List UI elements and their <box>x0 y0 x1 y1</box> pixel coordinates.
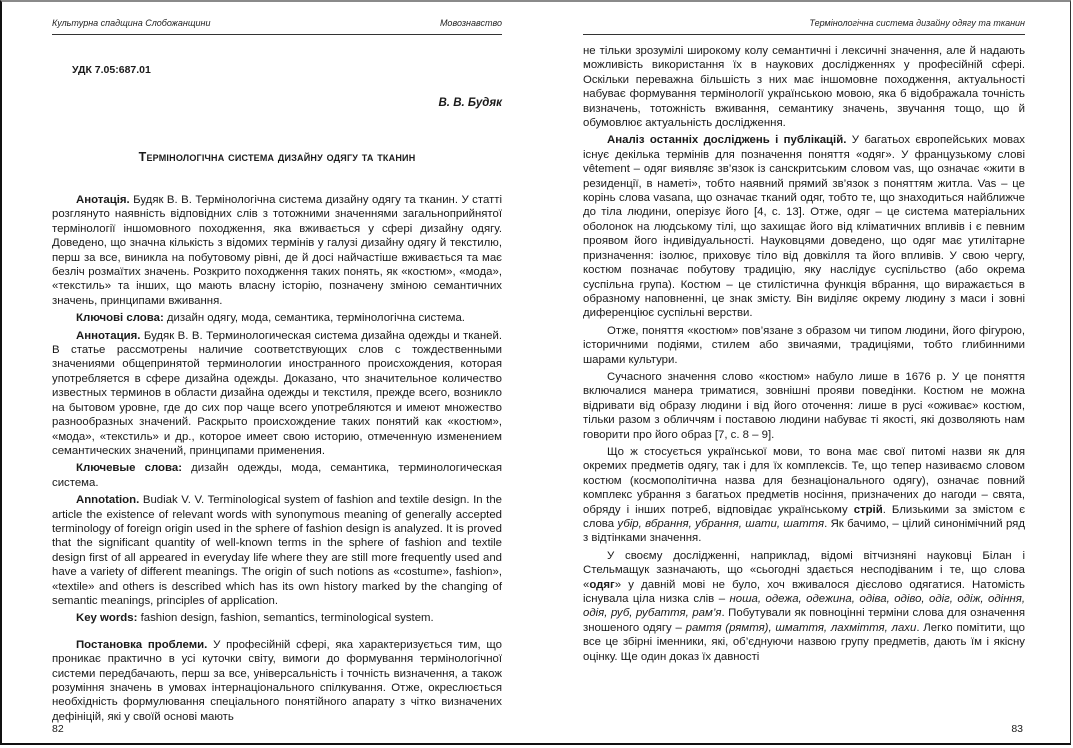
abstract-ru-label: Аннотация. <box>76 329 141 342</box>
ukr-text-b: . Близькими за змістом є слова <box>583 503 1026 530</box>
abstract-en-label: Annotation. <box>76 494 140 507</box>
keywords-ru-label: Ключевые слова: <box>76 462 182 475</box>
ukrainian-language-paragraph <box>583 445 1025 546</box>
ukr-bold-word: стрій <box>853 503 883 516</box>
modern-meaning-paragraph: Сучасного значення слово «костюм» набуло лише в 1676 р. У це поняття включалися манера триматися, зовнішні прояви поведінки. Костюм не можна відривати від образу людини і від його оточення: лише в русі «оживає» костюм, тільки разом з обличчям і поставою людини набуває ті якості, які дозволяють нам говорити про його образ [7, с. 8 – 9]. <box>583 370 1025 441</box>
section-title: Мовознавство <box>439 18 502 28</box>
research-paragraph <box>583 549 1025 664</box>
problem-statement <box>52 638 502 724</box>
ukr-text-a: Що ж стосується української мови, то вона має свої питомі назви як для окремих предметів одягу, так і для їх комплексів. Те, що тепер називаємо словом костюм (космополітична назва для безнаціонального одягу), означає повний комплекс убрання з багатьох предметів носіння, призначених до нагоди – свята, обряду і інших потреб, відповідає українському <box>583 445 1025 516</box>
research-bold-word: одяг <box>589 578 615 591</box>
research-text-d: . Легко помітити, що все це збірні іменники, які, об’єднуючи назвою групу предметів, дають їм і якісну оцінку. Ще один доказ їх давності <box>583 621 1026 663</box>
keywords-ua-label: Ключові слова: <box>76 312 164 325</box>
research-italic-list-2: рамтя (рямтя), шмаття, лахміття, лахи <box>685 621 917 634</box>
article-running-title: Термінологічна система дизайну одягу та тканин <box>809 18 1025 28</box>
article-title-text: Термінологічна система дизайну одягу та тканин <box>138 150 416 164</box>
article-title <box>52 150 502 164</box>
research-text-c: . Побутували як повноцінні терміни слова для означення зношеного одягу – <box>583 607 1026 634</box>
keywords-ua <box>52 311 502 325</box>
keywords-ua-text: дизайн одягу, мода, семантика, термінологічна система. <box>163 312 465 325</box>
author-name: В. В. Будяк <box>438 97 502 109</box>
running-head-right-page <box>583 12 1025 35</box>
research-italic-list-1: ноша, одежа, одежина, одіва, одіво, одіг, одіж, одіння, одія, руб, рубаття, рам’я <box>583 593 1025 620</box>
udk-code: УДК 7.05:687.01 <box>72 64 151 76</box>
right-body <box>583 44 1025 664</box>
problem-label: Постановка проблеми. <box>76 638 208 651</box>
running-head-left-page <box>52 12 502 35</box>
ukr-italic-words: убір, вбрання, убрання, шати, шаття <box>617 518 825 530</box>
ukr-text-c: . Як бачимо, – цілий синонімічний ряд з відтінками значення. <box>583 518 1025 545</box>
analysis-paragraph <box>583 133 1025 320</box>
left-body <box>52 193 502 724</box>
abstract-ua-text: Будяк В. В. Термінологічна система дизайну одягу та тканин. У статті розглянуто наявність відповідних слів з тотожними значеннями загальноприйнятої термінології іншомовного походження, яка вживається у сфері дизайну одягу. Доведено, що значна кількість з відомих термінів у галузі дизайну одягу й текстилю, перш за все, виникла на побутовому рівні, де й досі найчастіше вживається та має безліч розмаїтих значень. Розкрито походження таких понять, як «костюм», «мода», «текстиль» та інших, що мають власну історію, позначену зміною семантичних значень, принципами вживання. <box>52 194 502 307</box>
research-text-a: У своєму дослідженні, наприклад, відомі вітчизняні науковці Білан і Стельмащук зазначають, що «сьогодні здається несподіваним і те, що слова « <box>583 549 1025 591</box>
journal-title: Культурна спадщина Слобожанщини <box>52 18 211 28</box>
abstract-ru-text: Будяк В. В. Терминологическая система дизайна одежды и тканей. В статье рассмотрены наличие соответствующих слов с тождественными значениями общепринятой терминологии иностранного происхождения, которая употребляется в сфере дизайна одежды. Доказано, что значительное количество известных терминов в области дизайна одежды и текстиля, прежде всего, возникло на бытовом уровне, где до сих пор чаще всего употребляются и имеют множество разнообразных значений. Раскрыто происхождение таких понятий как «костюм», «мода», «текстиль» и др., которое имеет свою историю, отмеченную изменением семантических значений, принципами применения. <box>52 329 502 457</box>
left-page <box>52 0 502 748</box>
analysis-label: Аналіз останніх досліджень і публікацій. <box>607 134 847 147</box>
keywords-ru-text: дизайн одежды, мода, семантика, терминологическая система. <box>52 462 502 489</box>
analysis-text: У багатьох європейських мовах існує декілька термінів для позначення поняття «одяг». У французькому слові vêtement – одяг виявляє зв’язок із санскритським словом vas, що означає «жити в резиденції, в наметі», тобто наявний прямий зв’язок з поняттям житла. Vas – це корінь слова vasana, що означає тканий одяг, тобто те, що знаходиться найближче до тіла людини, оперізує його [4, с. 13]. Отже, одяг – це система матеріальних оболонок на людському тілі, що захищає його від кліматичних впливів і є певним проявом його індивідуальності. Науковцями доведено, що одяг має утилітарне призначення: ізолює, приховує тіло від довкілля та його впливів. У свою чергу, костюм позначає побутову традицію, яку наслідує суспільство (або окрема суспільна група). Костюм – це стилістична функція вбрання, що виражається в образному наповненні, це знак змісту. Він виділяє окрему людину з маси і зовні диференціює суспільні верстви. <box>583 134 1025 320</box>
keywords-en-text: fashion design, fashion, semantics, terminological system. <box>137 612 434 625</box>
abstract-en-text: Budiak V. V. Terminological system of fashion and textile design. In the article the existence of relevant words with synonymous meaning of generally accepted terminology of foreign origin used in the sphere of fashion design is analyzed. It is proved that the significant quantity of well-known terms in the sphere of fashion and textile design first of all appeared in everyday life where they are still more frequently used and have a variety of different meanings. The origin of such notions as «costume», fashion», «textile» and others is described which has its own history marked by the changing of semantic meanings, principles of application. <box>52 494 502 607</box>
keywords-en-label: Key words: <box>76 612 138 625</box>
continued-paragraph: не тільки зрозумілі широкому колу семантичні і лексичні значення, але й надають можливість використання їх в наукових дослідженнях у професійній сфері. Оскільки переважна більшість з них має іншомовне походження, актуальності набуває формування термінології українською мовою, яка б відображала точність визначень, тотожність вживання, семантику значень, звучання тощо, що й обумовлює актуальність дослідження. <box>583 45 1025 130</box>
abstract-ru <box>52 329 502 459</box>
problem-text: У професійній сфері, яка характеризується тим, що проникає практично в усі куточки світу, вимоги до формування термінологічної системи передбачають, перш за все, універсальність і точність визначення, а також розуміння значень в умовах інтернаціонального спілкування. Отже, окреслюється необхідність формулювання спеціального понятійного апарату з чітко визначених дефініцій, які у своїй основі мають <box>52 638 503 723</box>
abstract-en <box>52 493 502 608</box>
page-number-left: 82 <box>52 723 64 735</box>
keywords-en <box>52 611 502 625</box>
page-number-right: 83 <box>1011 723 1023 735</box>
research-text-b: » у давній мові не було, хоч вживалося дієслово одягатися. Натомість існувала ціла низка слів – <box>583 578 1025 606</box>
costume-paragraph: Отже, поняття «костюм» пов’язане з образом чи типом людини, його фігурою, історичними подіями, стилем або звичаями, традиціями, тобто глибинними шарами культури. <box>583 324 1025 366</box>
abstract-ua-label: Анотація. <box>76 194 130 206</box>
abstract-ua <box>52 193 502 308</box>
right-page <box>583 0 1025 748</box>
keywords-ru <box>52 461 502 490</box>
